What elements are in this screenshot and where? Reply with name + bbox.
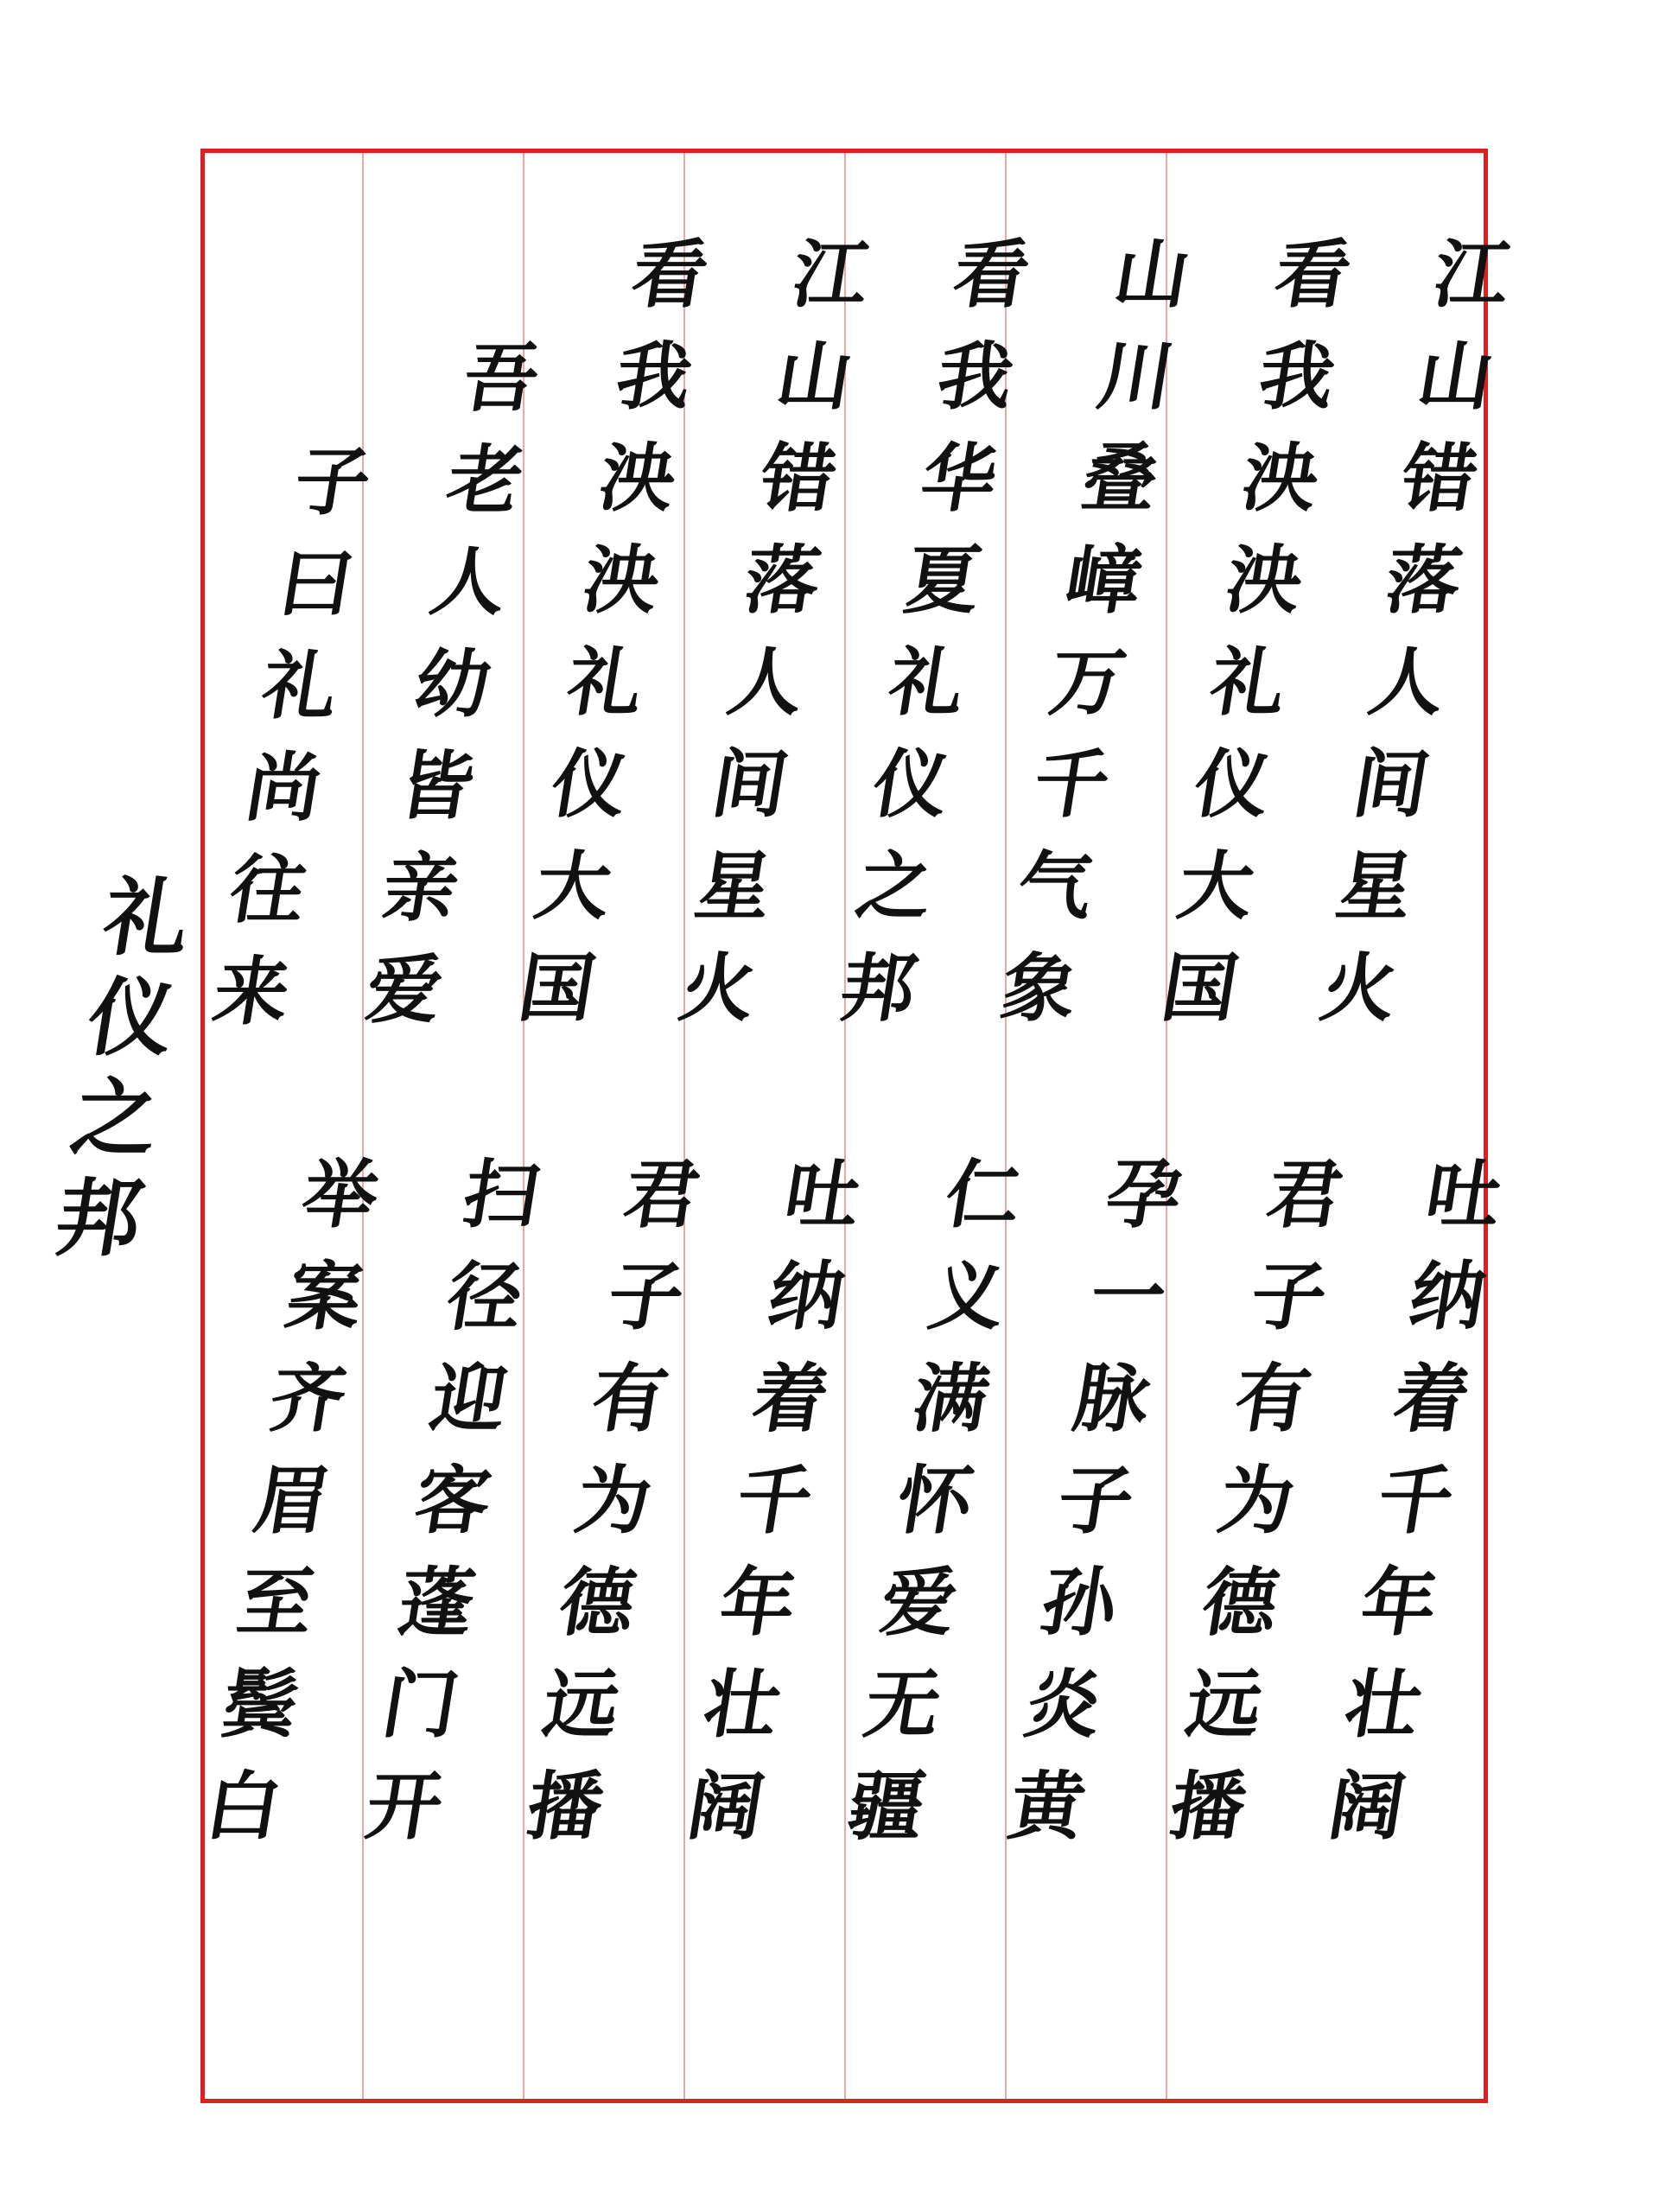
poem-column-1 xyxy=(1299,153,1516,2099)
verse-lower: 扫径迎客蓬门开 xyxy=(344,1155,545,1869)
poem-column-8 xyxy=(183,153,385,2099)
verse-lower: 君子有为德远播 xyxy=(505,1155,706,1869)
verse-lower: 吐纳着千年壮阔 xyxy=(1306,1155,1508,1869)
verse-upper: 山川叠嶂万千气象 xyxy=(979,235,1196,1051)
verse-upper: 看我泱泱礼仪大国 xyxy=(497,235,714,1051)
verse-upper: 看我华夏礼仪之邦 xyxy=(818,235,1035,1051)
verse-upper: 看我泱泱礼仪大国 xyxy=(1140,235,1357,1051)
poem-frame xyxy=(183,149,1516,2103)
poem-column-5 xyxy=(658,153,874,2099)
verse-upper: 吾老人幼皆亲爱 xyxy=(344,339,545,1052)
verse-lower: 吐纳着千年壮阔 xyxy=(665,1155,867,1869)
poem-column-7 xyxy=(344,153,545,2099)
poem-column-6 xyxy=(497,153,714,2099)
poem-column-4 xyxy=(818,153,1035,2099)
page-title: 礼仪之邦 xyxy=(34,873,197,1274)
verse-upper: 江山错落人间星火 xyxy=(1299,235,1516,1051)
poem-column-3 xyxy=(979,153,1196,2099)
verse-upper: 江山错落人间星火 xyxy=(658,235,874,1051)
verse-upper: 子曰礼尚往来 xyxy=(191,442,377,1054)
verse-lower: 君子有为德远播 xyxy=(1147,1155,1349,1869)
verse-lower: 孕一脉子孙炎黄 xyxy=(987,1155,1188,1869)
verse-lower: 仁义满怀爱无疆 xyxy=(826,1155,1027,1869)
poem-column-2 xyxy=(1140,153,1357,2099)
verse-lower: 举案齐眉至鬓白 xyxy=(183,1155,385,1869)
